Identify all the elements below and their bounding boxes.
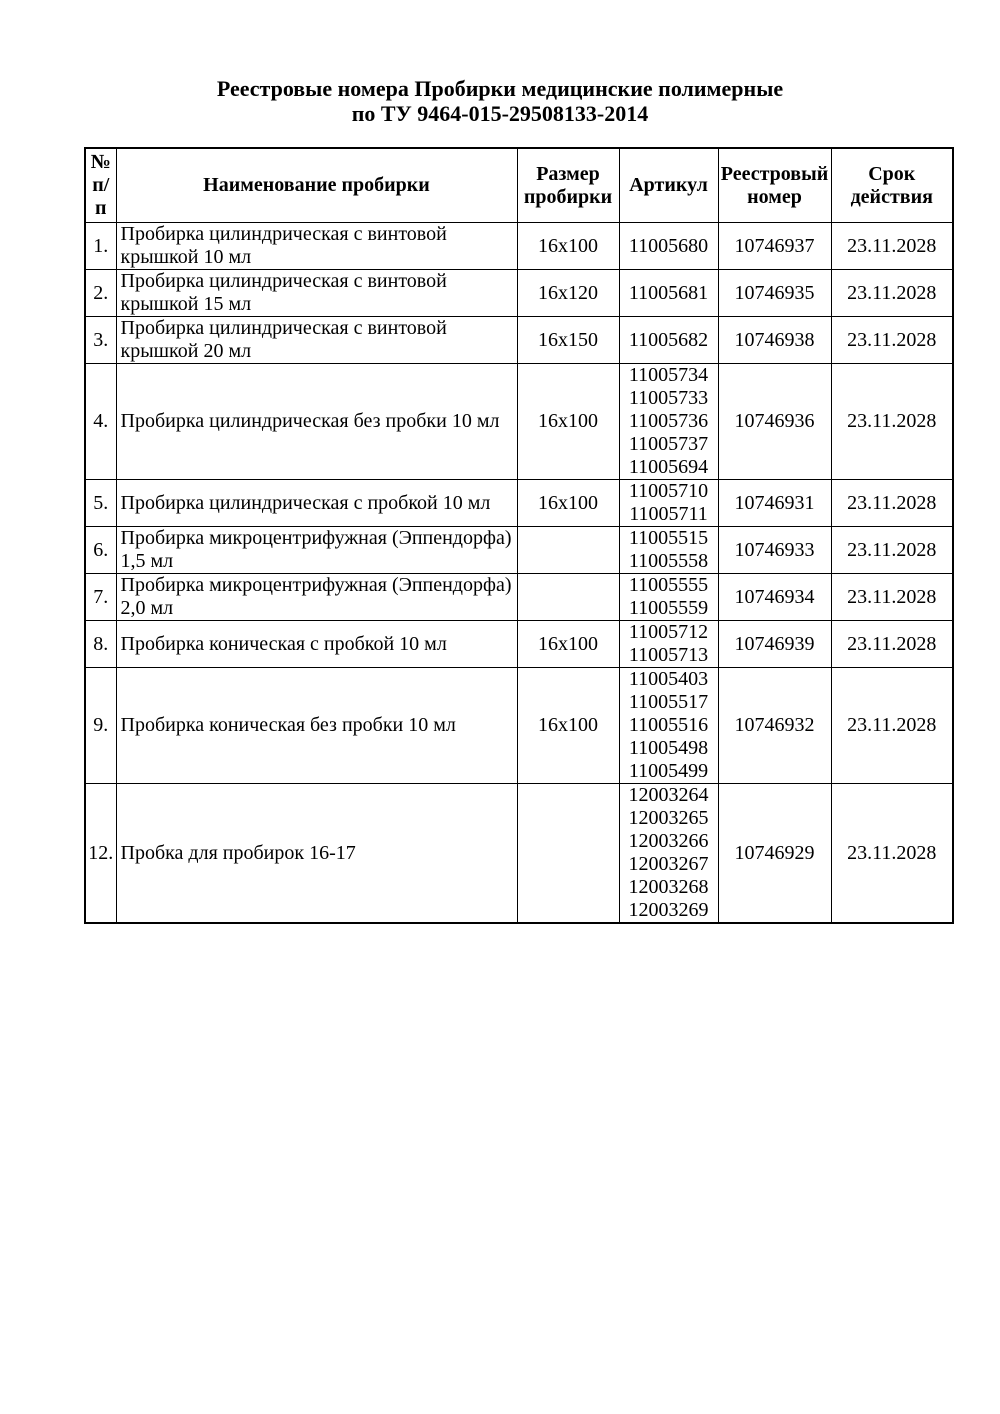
tube-name-cell: Пробирка коническая без пробки 10 мл xyxy=(116,668,517,784)
row-number-cell: 8. xyxy=(85,621,116,668)
article-number: 12003267 xyxy=(628,853,709,875)
registry-number-cell: 10746934 xyxy=(718,574,831,621)
article-number: 11005713 xyxy=(628,644,709,666)
validity-date-cell: 23.11.2028 xyxy=(831,223,953,270)
article-number: 11005558 xyxy=(628,550,709,572)
validity-date-cell: 23.11.2028 xyxy=(831,480,953,527)
tube-name-cell: Пробирка цилиндрическая с винтовой крышкой 15 мл xyxy=(116,270,517,317)
table-row xyxy=(85,317,953,364)
validity-date-cell: 23.11.2028 xyxy=(831,621,953,668)
validity-date-cell: 23.11.2028 xyxy=(831,364,953,480)
article-numbers-cell xyxy=(619,364,718,480)
header-name: Наименование пробирки xyxy=(116,148,517,223)
row-number-cell: 7. xyxy=(85,574,116,621)
tube-size-cell: 16x100 xyxy=(517,621,619,668)
validity-date-cell: 23.11.2028 xyxy=(831,270,953,317)
registry-number-cell: 10746939 xyxy=(718,621,831,668)
article-number: 11005737 xyxy=(628,433,709,455)
article-numbers-cell xyxy=(619,574,718,621)
row-number-cell: 1. xyxy=(85,223,116,270)
tube-size-cell xyxy=(517,784,619,924)
tube-size-cell: 16x100 xyxy=(517,364,619,480)
header-size: Размер пробирки xyxy=(517,148,619,223)
article-numbers-cell xyxy=(619,668,718,784)
table-row xyxy=(85,480,953,527)
validity-date-cell: 23.11.2028 xyxy=(831,574,953,621)
row-number-cell: 9. xyxy=(85,668,116,784)
tube-size-cell xyxy=(517,527,619,574)
article-number: 12003268 xyxy=(628,876,709,898)
tube-size-cell: 16x150 xyxy=(517,317,619,364)
row-number-cell: 5. xyxy=(85,480,116,527)
tube-name-cell: Пробирка цилиндрическая с винтовой крышкой 20 мл xyxy=(116,317,517,364)
article-number: 11005682 xyxy=(628,328,709,351)
tube-size-cell: 16x120 xyxy=(517,270,619,317)
article-number: 11005712 xyxy=(628,621,709,643)
registry-table xyxy=(84,147,954,924)
validity-date-cell: 23.11.2028 xyxy=(831,317,953,364)
table-row xyxy=(85,621,953,668)
validity-date-cell: 23.11.2028 xyxy=(831,784,953,924)
article-number: 11005516 xyxy=(628,714,709,736)
document-title-line1: Реестровые номера Пробирки медицинские полимерные xyxy=(216,76,784,101)
article-number: 11005733 xyxy=(628,387,709,409)
article-number: 12003265 xyxy=(628,807,709,829)
registry-number-cell: 10746929 xyxy=(718,784,831,924)
registry-table-header xyxy=(85,148,953,223)
tube-name-cell: Пробирка цилиндрическая с пробкой 10 мл xyxy=(116,480,517,527)
header-article: Артикул xyxy=(619,148,718,223)
table-row xyxy=(85,784,953,924)
tube-name-cell: Пробирка микроцентрифужная (Эппендорфа) 1,5 мл xyxy=(116,527,517,574)
article-number: 11005694 xyxy=(628,456,709,478)
article-number: 11005734 xyxy=(628,364,709,386)
article-number: 11005680 xyxy=(628,234,709,257)
registry-number-cell: 10746937 xyxy=(718,223,831,270)
article-numbers-cell xyxy=(619,223,718,270)
article-number: 11005517 xyxy=(628,691,709,713)
tube-size-cell: 16x100 xyxy=(517,223,619,270)
article-numbers-cell xyxy=(619,270,718,317)
article-numbers-cell xyxy=(619,480,718,527)
article-number: 11005515 xyxy=(628,527,709,549)
tube-name-cell: Пробирка цилиндрическая с винтовой крышкой 10 мл xyxy=(116,223,517,270)
registry-number-cell: 10746931 xyxy=(718,480,831,527)
article-number: 12003266 xyxy=(628,830,709,852)
tube-size-cell: 16x100 xyxy=(517,668,619,784)
row-number-cell: 3. xyxy=(85,317,116,364)
row-number-cell: 12. xyxy=(85,784,116,924)
article-number: 11005710 xyxy=(628,480,709,502)
validity-date-cell: 23.11.2028 xyxy=(831,668,953,784)
article-number: 11005499 xyxy=(628,760,709,782)
registry-table-body xyxy=(85,223,953,924)
registry-number-cell: 10746932 xyxy=(718,668,831,784)
header-row xyxy=(85,148,953,223)
document-title xyxy=(0,0,1000,126)
article-number: 11005736 xyxy=(628,410,709,432)
article-number: 11005681 xyxy=(628,281,709,304)
document-title-line2: по ТУ 9464-015-29508133-2014 xyxy=(351,101,649,126)
row-number-cell: 4. xyxy=(85,364,116,480)
table-row xyxy=(85,223,953,270)
tube-name-cell: Пробирка цилиндрическая без пробки 10 мл xyxy=(116,364,517,480)
article-number: 11005559 xyxy=(628,597,709,619)
article-number: 11005403 xyxy=(628,668,709,690)
registry-number-cell: 10746933 xyxy=(718,527,831,574)
table-row xyxy=(85,574,953,621)
header-validity: Срок действия xyxy=(831,148,953,223)
article-number: 12003264 xyxy=(628,784,709,806)
row-number-cell: 6. xyxy=(85,527,116,574)
article-number: 11005711 xyxy=(629,503,708,525)
tube-name-cell: Пробирка коническая с пробкой 10 мл xyxy=(116,621,517,668)
table-row xyxy=(85,668,953,784)
table-row xyxy=(85,364,953,480)
tube-size-cell xyxy=(517,574,619,621)
article-number: 11005498 xyxy=(628,737,709,759)
header-registry: Реестровый номер xyxy=(718,148,831,223)
registry-number-cell: 10746935 xyxy=(718,270,831,317)
article-numbers-cell xyxy=(619,784,718,924)
tube-name-cell: Пробирка микроцентрифужная (Эппендорфа) 2,0 мл xyxy=(116,574,517,621)
table-row xyxy=(85,527,953,574)
row-number-cell: 2. xyxy=(85,270,116,317)
registry-number-cell: 10746938 xyxy=(718,317,831,364)
header-num: № п/п xyxy=(85,148,116,223)
article-numbers-cell xyxy=(619,317,718,364)
article-numbers-cell xyxy=(619,527,718,574)
article-numbers-cell xyxy=(619,621,718,668)
tube-name-cell: Пробка для пробирок 16-17 xyxy=(116,784,517,924)
article-number: 12003269 xyxy=(628,899,709,921)
tube-size-cell: 16x100 xyxy=(517,480,619,527)
article-number: 11005555 xyxy=(628,574,709,596)
table-row xyxy=(85,270,953,317)
validity-date-cell: 23.11.2028 xyxy=(831,527,953,574)
registry-number-cell: 10746936 xyxy=(718,364,831,480)
